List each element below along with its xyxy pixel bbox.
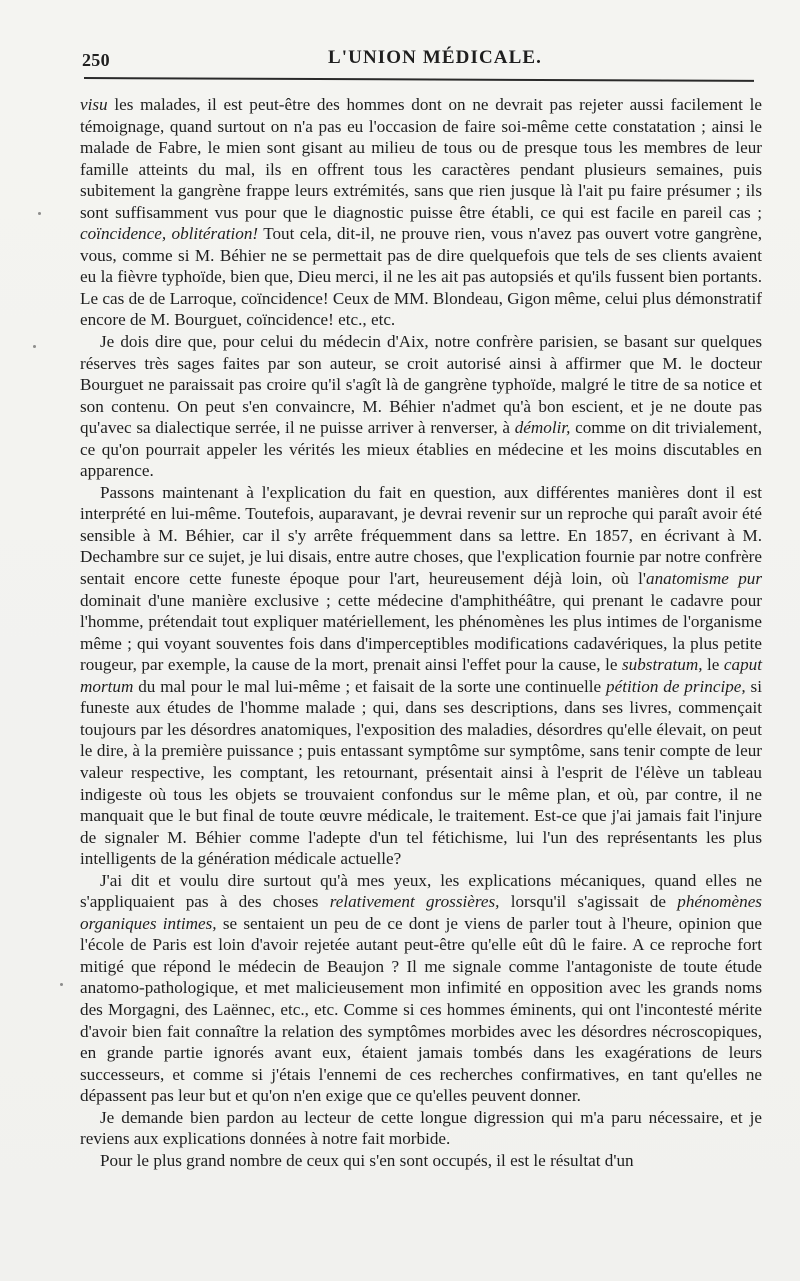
text-run: Je dois dire que, pour celui du médecin d'Aix, notre confrère parisien, se basant sur quelques réserves très sages faites par son auteur, se croit autorisé ainsi à affirmer que M. le docteur Bourguet ne paraissait pas croire qu'il s'agît là de gangrène typhoïde, malgré le titre de sa notice et son contenu. On peut s'en convaincre, M. Béhier n'admet qu'à bon escient, et je ne doute pas qu'avec sa dialectique serrée, il ne puisse arriver à renverser, à	[80, 332, 762, 438]
italic-text: relativement grossières,	[329, 892, 500, 912]
page-number: 250	[82, 50, 110, 70]
text-run: comme on dit trivialement, ce qu'on pourrait appeler les vérités les mieux établies en médecine et les moins discutables en apparence.	[80, 418, 762, 481]
ink-speck	[60, 983, 63, 986]
paragraph	[80, 482, 762, 870]
header-rule	[84, 77, 754, 82]
text-run: Pour le plus grand nombre de ceux qui s'en sont occupés, il est le résultat d'un	[100, 1150, 634, 1170]
ink-speck	[33, 345, 36, 348]
text-run: Tout cela, dit-il, ne prouve rien, vous n'avez pas ouvert votre gangrène, vous, comme si M. Béhier ne se permettait pas de dire quelquefois que tels de ses clients avaient eu la fièvre typhoïde, bien que, Dieu merci, il ne les ait pas autopsiés et qu'ils fussent bien portants. Le cas de de Larroque, coïncidence! Ceux de MM. Blondeau, Gigon même, celui plus démonstratif encore de M. Bourguet, coïncidence! etc., etc.	[80, 224, 762, 330]
paragraph	[80, 870, 762, 1107]
text-run: lorsqu'il s'agissait de	[499, 892, 678, 912]
paragraph	[80, 1107, 762, 1150]
italic-text: caput mortum	[80, 655, 762, 696]
italic-text: substratum,	[622, 655, 703, 675]
text-run: Je demande bien pardon au lecteur de cette longue digression qui m'a paru nécessaire, et je reviens aux explications données à notre fait morbide.	[80, 1107, 762, 1149]
italic-text: démolir,	[514, 418, 571, 438]
ink-speck	[38, 212, 41, 215]
paragraph	[80, 331, 762, 482]
text-run: se sentaient un peu de ce dont je viens de parler tout à l'heure, opinion que l'école de Paris est loin d'avoir rejetée autant peut-être qu'elle eût dû le faire. A ce reproche fort mitigé que répond le médecin de Beaujon ? Il me signale comme l'antagoniste de toute étude anatomo-pathologique, et met malicieusement mon infimité en opposition avec les grands noms des Morgagni, des Laënnec, etc., etc. Comme si ces hommes éminents, qui ont l'incontesté mérite d'avoir bien fait connaître la relation des symptômes morbides avec les désordres nécroscopiques, en grande partie ignorés avant eux, étaient jamais tombés dans les exagérations de leurs successeurs, et comme si j'étais l'ennemi de ces recherches confirmatives, en tant qu'elles ne dépassent pas leur but et qu'on n'en exige que ce qu'elles peuvent donner.	[80, 913, 762, 1106]
body-text	[80, 94, 762, 1171]
text-run: du mal pour le mal lui-même ; et faisait de la sorte une continuelle	[133, 676, 607, 696]
paragraph	[80, 1150, 762, 1172]
paragraph	[80, 94, 762, 331]
italic-text: pétition de principe,	[606, 676, 746, 696]
text-run: si funeste aux études de l'homme malade ; qui, dans ses descriptions, dans ses livres, commençait toujours par les désordres anatomiques, l'exposition des maladies, désordres qu'elle élevait, on peut le dire, à la première puissance ; puis entassant symptôme sur symptôme, sans tenir compte de leur valeur respective, les comptant, les retournant, présentait ainsi à l'esprit de l'élève un tableau indigeste où tous les objets se trouvaient confondus sur le même plan, et où, par contre, il ne manquait que le but final de toute œuvre médicale, le traitement. Est-ce que j'ai jamais fait l'injure de signaler M. Béhier comme l'adepte d'un tel fétichisme, lui l'un des représentants les plus intelligents de la génération médicale actuelle?	[80, 676, 762, 869]
italic-text: visu	[80, 95, 108, 114]
italic-text: anatomisme pur	[646, 569, 763, 589]
italic-text: coïncidence, oblitération!	[80, 224, 259, 244]
italic-text: phénomènes organiques intimes,	[80, 892, 762, 933]
running-title: L'UNION MÉDICALE.	[328, 47, 542, 68]
text-run: les malades, il est peut-être des hommes dont on ne devrait pas rejeter aussi facilement le témoignage, quand surtout on n'a pas eu l'occasion de faire soi-même cette constatation ; ainsi le malade de Fabre, le mien sont gisant au milieu de tous ou de presque tous les membres de leur famille atteints du mal, ils en offrent tous les caractères pendant plusieurs semaines, puis subitement la gangrène frappe leurs extrémités, sans que rien jusque là l'ait pu faire présumer ; ils sont suffisamment vus pour que le diagnostic puisse être établi, ce qui est facile en pareil cas ;	[80, 95, 762, 222]
text-run: Passons maintenant à l'explication du fait en question, aux différentes manières dont il est interprété en lui-même. Toutefois, auparavant, je devrai revenir sur un reproche qui paraît avoir été sensible à M. Béhier, car il s'y arrête fréquemment dans sa lettre. En 1857, en écrivant à M. Dechambre sur ce sujet, je lui disais, entre autre choses, que l'explication fournie par notre confrère sentait encore cette funeste époque pour l'art, heureusement déjà loin, où l'	[80, 482, 762, 589]
text-run: le	[702, 655, 724, 675]
text-run: J'ai dit et voulu dire surtout qu'à mes yeux, les explications mécaniques, quand elles ne s'appliquaient pas à des choses	[80, 870, 762, 912]
text-run: dominait d'une manière exclusive ; cette médecine d'amphithéâtre, qui prenant le cadavre pour l'homme, prétendait tout expliquer matériellement, les phénomènes les plus intimes de l'organisme même ; qui voyant souventes fois dans d'imperceptibles modifications cadavériques, la plus petite rougeur, par exemple, la cause de la mort, prenait ainsi l'effet pour la cause, le	[80, 590, 762, 675]
page-header	[78, 44, 766, 76]
